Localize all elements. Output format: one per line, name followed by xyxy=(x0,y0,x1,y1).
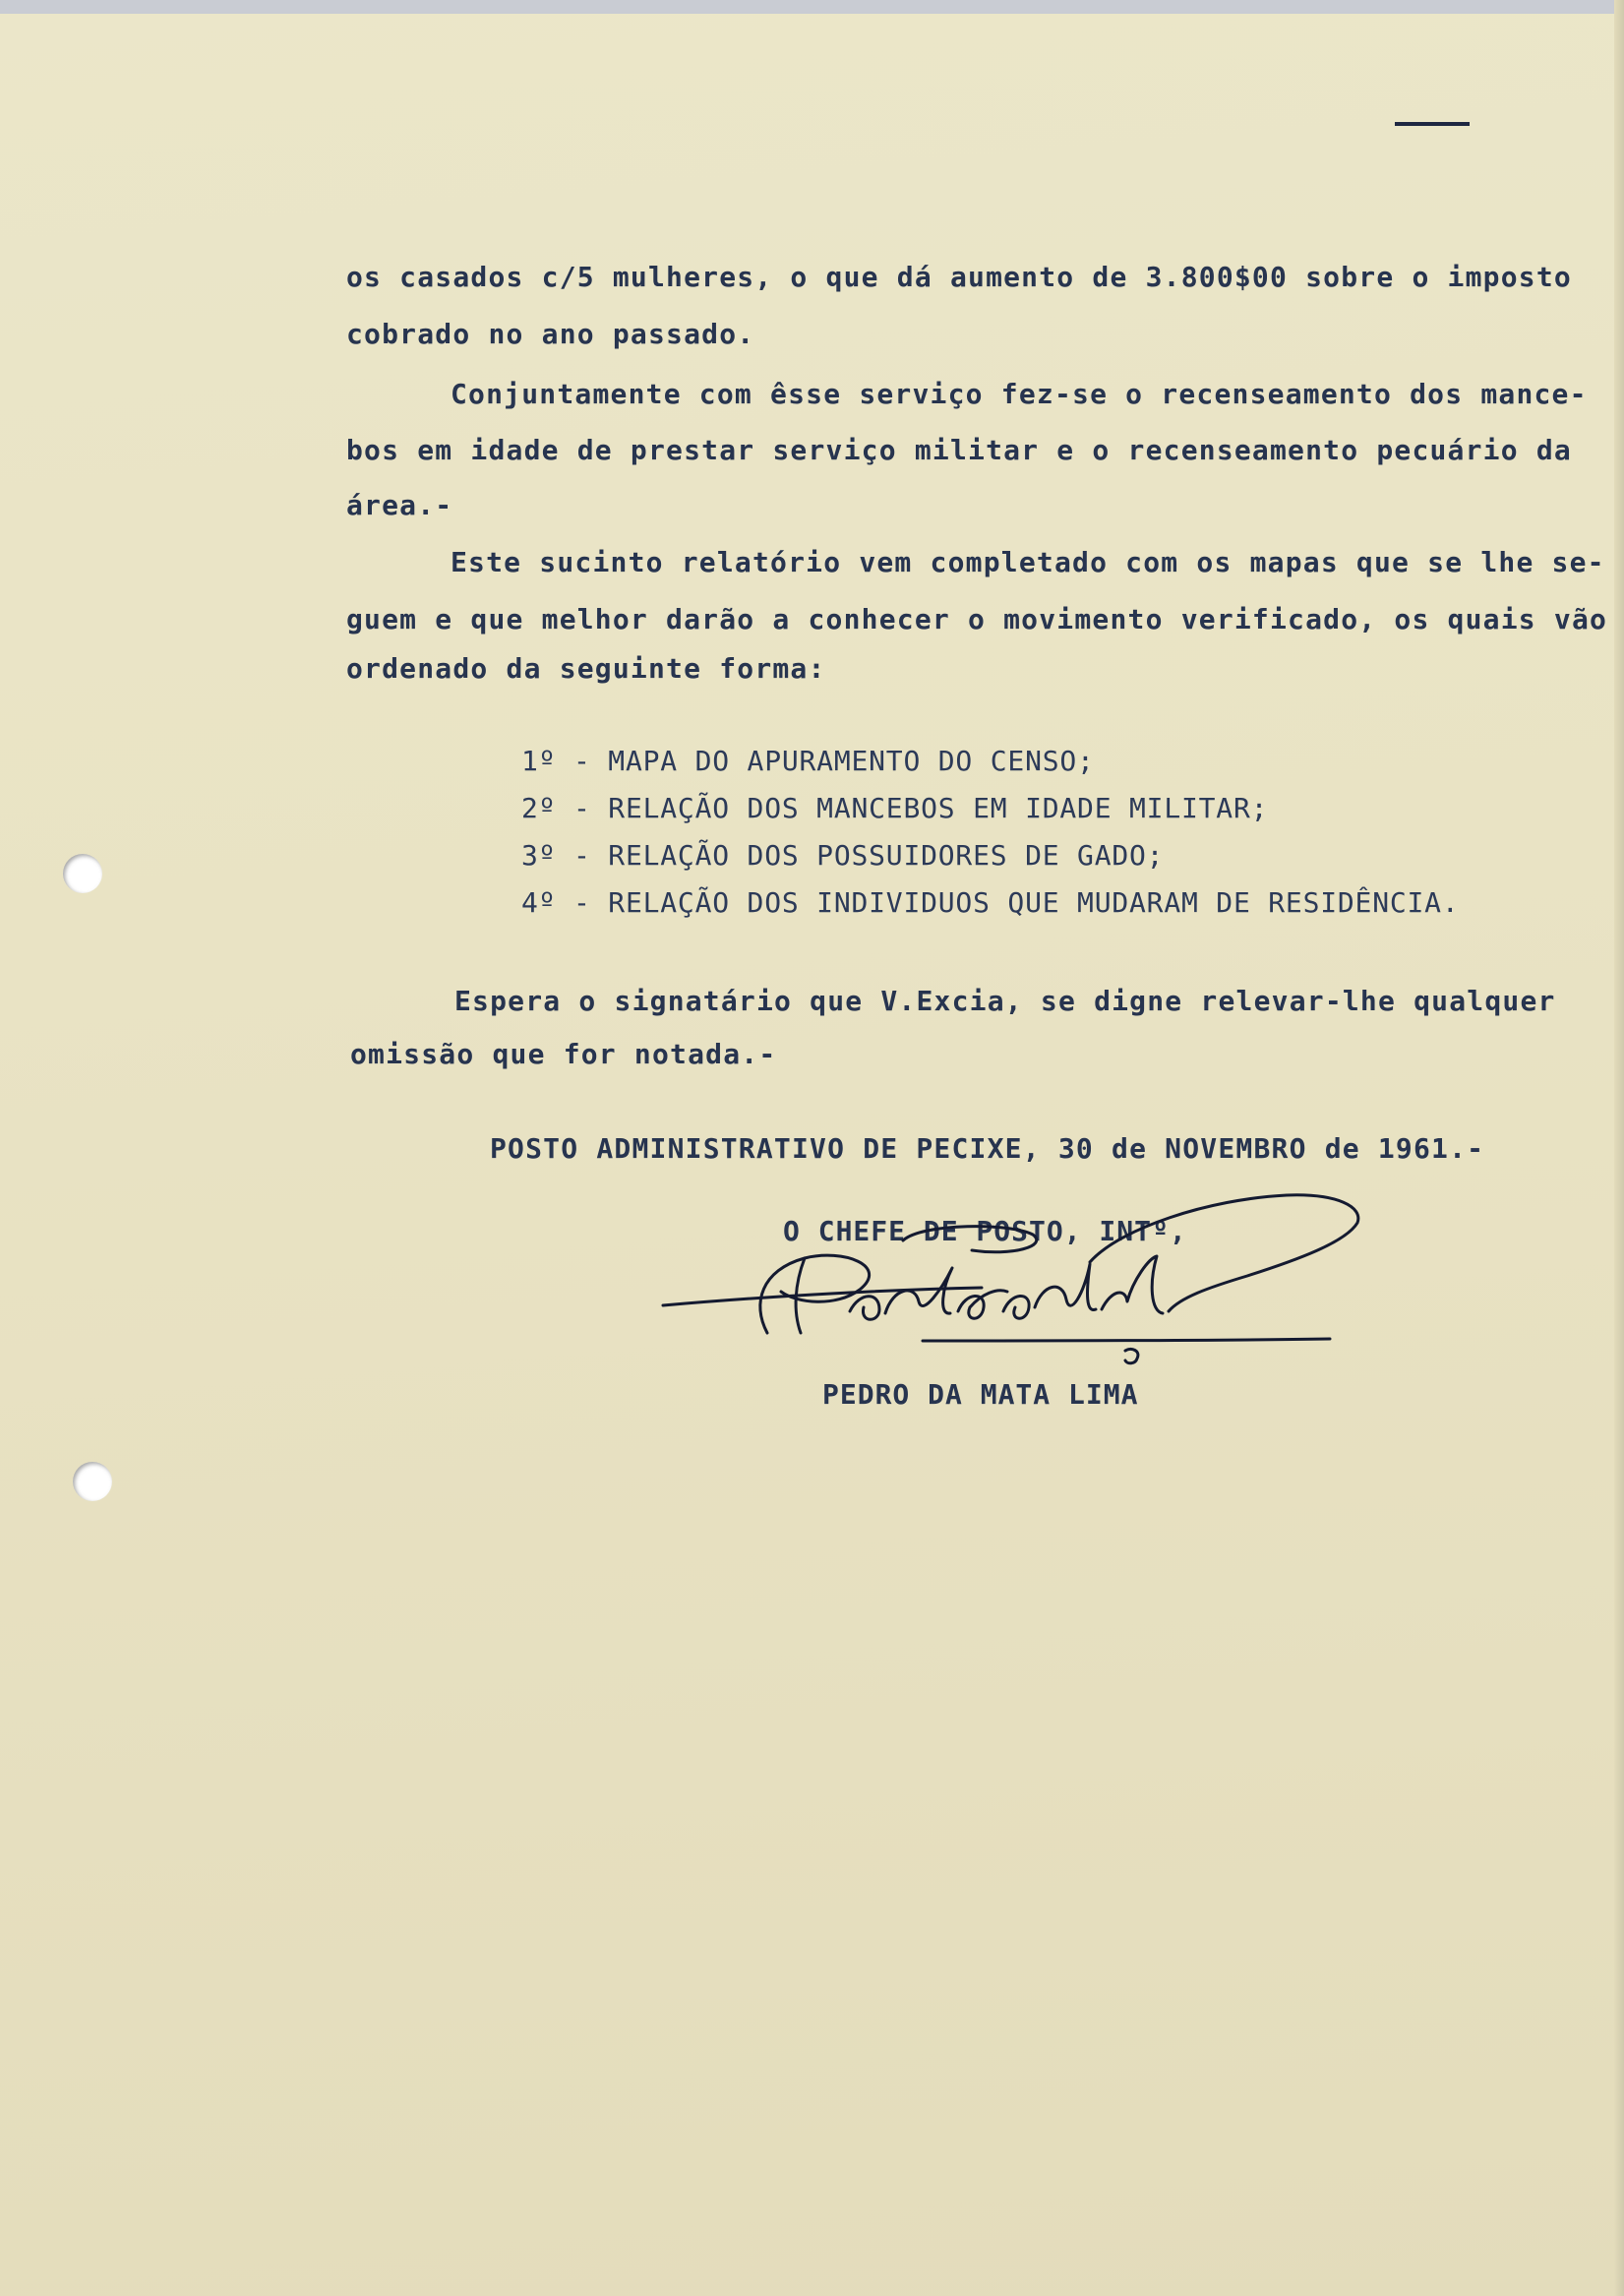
text-line: ordenado da seguinte forma: xyxy=(346,652,826,685)
annex-list-item: 4º - RELAÇÃO DOS INDIVIDUOS QUE MUDARAM DE RESIDÊNCIA. xyxy=(521,886,1460,919)
text-line: guem e que melhor darão a conhecer o movimento verificado, os quais vão xyxy=(346,603,1608,635)
page-continuation-dash xyxy=(1395,122,1470,126)
text-line: Espera o signatário que V.Excia, se digne relevar-lhe qualquer xyxy=(454,985,1556,1017)
handwritten-signature xyxy=(657,1185,1365,1372)
annex-list-item: 2º - RELAÇÃO DOS MANCEBOS EM IDADE MILITAR; xyxy=(521,792,1269,824)
text-line: Este sucinto relatório vem completado com os mapas que se lhe se- xyxy=(451,546,1605,578)
punch-hole xyxy=(63,854,102,893)
text-line: cobrado no ano passado. xyxy=(346,318,755,350)
text-line: os casados c/5 mulheres, o que dá aumento de 3.800$00 sobre o imposto xyxy=(346,261,1572,293)
place-date-line: POSTO ADMINISTRATIVO DE PECIXE, 30 de NOVEMBRO de 1961.- xyxy=(490,1132,1485,1165)
signer-name: PEDRO DA MATA LIMA xyxy=(822,1378,1139,1411)
annex-list-item: 1º - MAPA DO APURAMENTO DO CENSO; xyxy=(521,745,1095,777)
signer-title: O CHEFE DE POSTO, INTº, xyxy=(783,1215,1187,1247)
text-line: bos em idade de prestar serviço militar e o recenseamento pecuário da xyxy=(346,434,1572,466)
punch-hole xyxy=(73,1462,112,1501)
annex-list-item: 3º - RELAÇÃO DOS POSSUIDORES DE GADO; xyxy=(521,839,1165,872)
text-line: área.- xyxy=(346,489,453,521)
text-line: Conjuntamente com êsse serviço fez-se o recenseamento dos mance- xyxy=(451,378,1588,410)
text-line: omissão que for notada.- xyxy=(350,1038,777,1070)
